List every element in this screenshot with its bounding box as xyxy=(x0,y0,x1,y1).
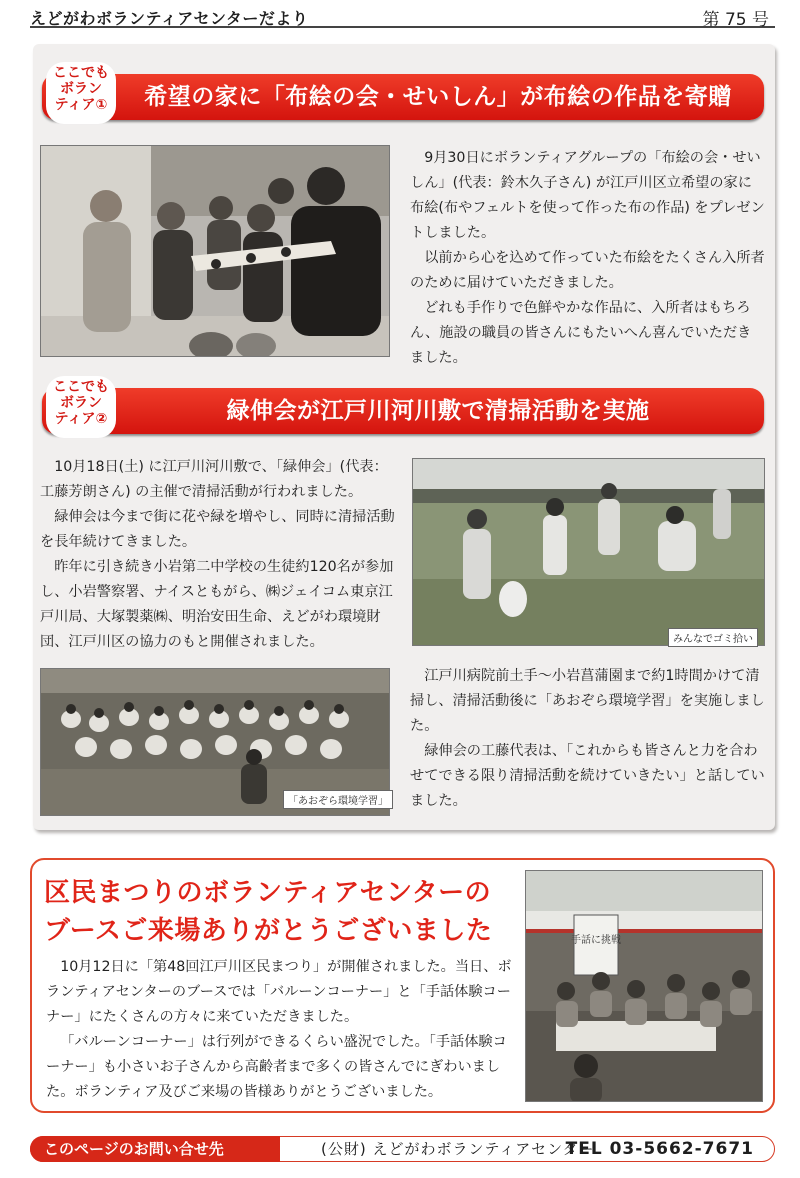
contact-organization: (公財) えどがわボランティアセンター xyxy=(321,1140,595,1158)
page-header xyxy=(30,4,775,28)
environment-study-caption: 「あおぞら環境学習」 xyxy=(283,790,393,809)
section2-paragraph: 10月18日(土) に江戸川河川敷で、「緑伸会」(代表：工藤芳朗さん) の主催で清掃活動が行われました。 xyxy=(40,459,388,500)
section1-paragraph: どれも手作りで色鮮やかな作品に、入所者はもちろん、施設の職員の皆さんにもたいへん喜んでいただきました。 xyxy=(410,300,752,366)
issue-number: 第 75 号 xyxy=(702,10,769,30)
contact-label: このページのお問い合せ先 xyxy=(30,1136,280,1162)
cleanup-photo xyxy=(412,458,765,646)
section1-title: 希望の家に「布絵の会・せいしん」が布絵の作品を寄贈 xyxy=(144,84,732,110)
cleanup-caption: みんなでゴミ拾い xyxy=(668,628,758,647)
festival-title-line: 区民まつりのボランティアセンターの xyxy=(44,878,492,908)
section2-text-left xyxy=(40,455,400,655)
contact-phone: TEL 03-5662-7671 xyxy=(565,1139,754,1159)
section2-title-bar xyxy=(42,388,764,434)
section1-paragraph: 9月30日にボランティアグループの「布絵の会・せいしん」(代表：鈴木久子さん) が江戸川区立希望の家に布絵(布やフェルトを使って作った布の作品) をプレゼントしました。 xyxy=(410,150,765,241)
festival-title-line: ブースご来場ありがとうございました xyxy=(44,916,493,946)
section2-paragraph: 江戸川病院前土手～小岩菖蒲園まで約1時間かけて清掃し、清掃活動後に「あおぞら環境学習」を実施しました。 xyxy=(410,668,765,734)
sign-text: 手話に挑戦 xyxy=(571,935,621,946)
section2-badge xyxy=(46,376,116,438)
badge-line: ここでも xyxy=(53,65,109,81)
festival-text xyxy=(46,955,516,1105)
badge-line: ここでも xyxy=(53,379,109,395)
festival-section xyxy=(30,858,775,1113)
festival-title xyxy=(44,874,492,950)
section1-paragraph: 以前から心を込めて作っていた布絵をたくさん入所者のために届けていただきました。 xyxy=(410,250,765,291)
section2-text-right xyxy=(410,664,770,814)
festival-photo xyxy=(525,870,763,1102)
festival-paragraph: 10月12日に「第48回江戸川区民まつり」が開催されました。当日、ボランティアセンターのブースでは「バルーンコーナー」と「手話体験コーナー」にたくさんの方々に来ていただきました。 xyxy=(46,959,512,1025)
section1-text xyxy=(410,146,765,371)
festival-paragraph: 「バルーンコーナー」は行列ができるくらい盛況でした。「手話体験コーナー」も小さいお子さんから高齢者まで多くの皆さんでにぎわいました。ボランティア及びご来場の皆様ありがとうございました。 xyxy=(46,1034,507,1100)
donation-photo xyxy=(40,145,390,357)
section1-badge xyxy=(46,62,116,124)
section2-paragraph: 昨年に引き続き小岩第二中学校の生徒約120名が参加し、小岩警察署、ナイスともがら、㈱ジェイコム東京江戸川局、大塚製薬㈱、明治安田生命、えどがわ環境財団、江戸川区の協力のもと開催されました。 xyxy=(40,559,394,650)
section2-paragraph: 緑伸会の工藤代表は、「これからも皆さんと力を合わせてできる限り清掃活動を続けていきたい」と話していました。 xyxy=(410,743,765,809)
badge-line: ボラン xyxy=(60,395,102,411)
section2-paragraph: 緑伸会は今まで街に花や緑を増やし、同時に清掃活動を長年続けてきました。 xyxy=(40,509,395,550)
badge-line: ティア① xyxy=(54,97,108,113)
section2-title: 緑伸会が江戸川河川敷で清掃活動を実施 xyxy=(226,398,650,424)
section1-title-bar xyxy=(42,74,764,120)
badge-line: ティア② xyxy=(54,411,108,427)
publication-title: えどがわボランティアセンターだより xyxy=(30,9,309,28)
contact-footer xyxy=(30,1136,775,1162)
badge-line: ボラン xyxy=(60,81,102,97)
